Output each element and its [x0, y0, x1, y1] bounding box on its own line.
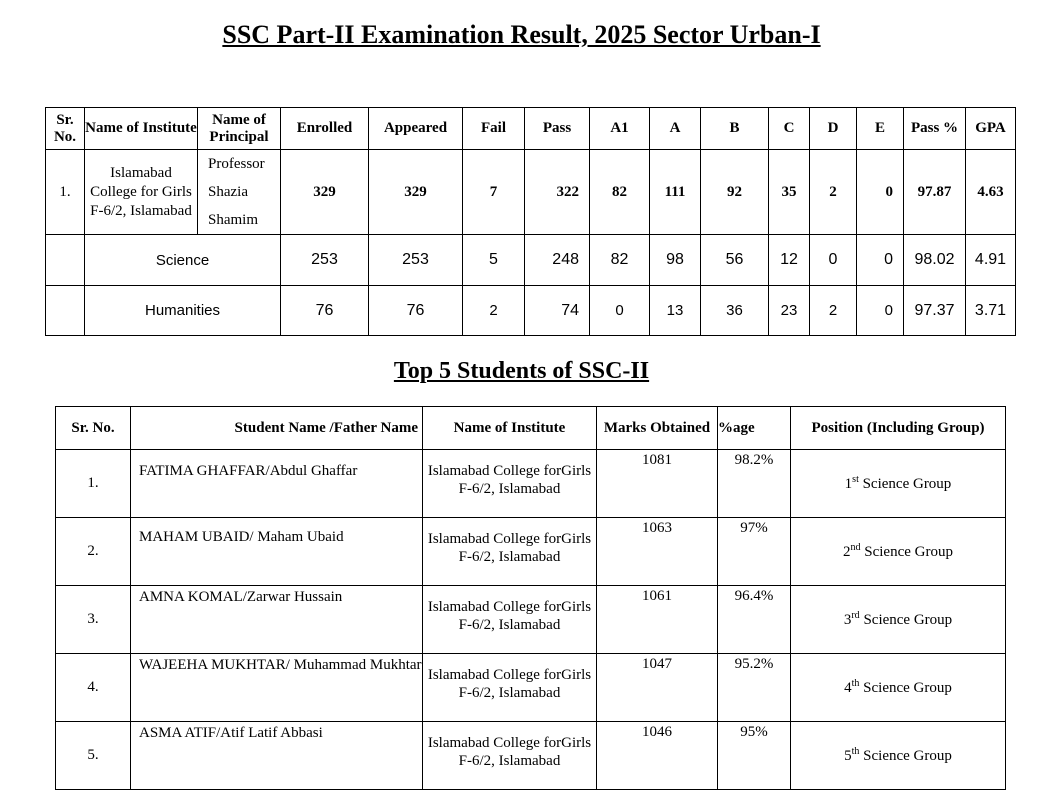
student-row: [56, 722, 1006, 790]
student-marks: 1081: [597, 450, 718, 518]
science-a: 98: [650, 235, 701, 286]
top-students-table: [55, 406, 1006, 790]
student-position: [791, 722, 1006, 790]
student-sr: 1.: [56, 450, 131, 518]
humanities-a1: 0: [590, 286, 650, 336]
science-b: 56: [701, 235, 769, 286]
student-sr: 3.: [56, 586, 131, 654]
student-row: [56, 654, 1006, 722]
position-group: Science Group: [860, 544, 953, 560]
student-institute: Islamabad College forGirls F-6/2, Islamabad: [423, 450, 597, 518]
top-students-title: Top 5 Students of SSC-II: [393, 358, 650, 384]
student-position: [791, 654, 1006, 722]
result-header-row: [46, 108, 1016, 150]
student-pct: 97%: [718, 518, 791, 586]
position-group: Science Group: [859, 680, 952, 696]
student-position: [791, 518, 1006, 586]
main-principal: Professor Shazia Shamim: [198, 150, 281, 235]
header-institute: Name of Institute: [85, 108, 198, 150]
humanities-row: [46, 286, 1016, 336]
position-group: Science Group: [858, 476, 952, 492]
header-b: B: [701, 108, 769, 150]
humanities-b: 36: [701, 286, 769, 336]
student-name: MAHAM UBAID/ Maham Ubaid: [131, 518, 423, 586]
student-name: ASMA ATIF/Atif Latif Abbasi: [131, 722, 423, 790]
student-row: [56, 586, 1006, 654]
student-position: [791, 586, 1006, 654]
top-header-sr: Sr. No.: [56, 407, 131, 450]
position-suffix: rd: [851, 610, 860, 621]
humanities-c: 23: [769, 286, 810, 336]
top-header-position: Position (Including Group): [791, 407, 1006, 450]
position-suffix: nd: [850, 542, 861, 553]
main-c: 35: [769, 150, 810, 235]
main-result-row: [46, 150, 1016, 235]
humanities-d: 2: [810, 286, 857, 336]
humanities-enrolled: 76: [281, 286, 369, 336]
science-fail: 5: [463, 235, 525, 286]
science-d: 0: [810, 235, 857, 286]
header-a: A: [650, 108, 701, 150]
student-sr: 4.: [56, 654, 131, 722]
position-number: 2: [843, 544, 851, 560]
position-group: Science Group: [859, 748, 952, 764]
header-principal: Name of Principal: [198, 108, 281, 150]
science-row: [46, 235, 1016, 286]
main-enrolled: 329: [281, 150, 369, 235]
position-number: 4: [844, 680, 852, 696]
science-label: Science: [85, 235, 281, 286]
student-sr: 5.: [56, 722, 131, 790]
main-gpa: 4.63: [966, 150, 1016, 235]
humanities-e: 0: [857, 286, 904, 336]
position-number: 5: [844, 748, 852, 764]
position-suffix: st: [852, 474, 859, 485]
header-a1: A1: [590, 108, 650, 150]
student-institute: Islamabad College forGirls F-6/2, Islamabad: [423, 654, 597, 722]
science-a1: 82: [590, 235, 650, 286]
header-gpa: GPA: [966, 108, 1016, 150]
header-pass: Pass: [525, 108, 590, 150]
main-appeared: 329: [369, 150, 463, 235]
science-pass-pct: 98.02: [904, 235, 966, 286]
science-gpa: 4.91: [966, 235, 1016, 286]
page-title: SSC Part-II Examination Result, 2025 Sector Urban-I: [222, 20, 821, 49]
student-institute: Islamabad College forGirls F-6/2, Islamabad: [423, 518, 597, 586]
top-header-pct: %age: [718, 407, 791, 450]
student-pct: 96.4%: [718, 586, 791, 654]
student-row: [56, 518, 1006, 586]
header-c: C: [769, 108, 810, 150]
student-position: [791, 450, 1006, 518]
humanities-pass: 74: [525, 286, 590, 336]
position-number: 1: [844, 476, 853, 492]
result-table: [45, 107, 1016, 336]
position-group: Science Group: [859, 612, 953, 628]
main-d: 2: [810, 150, 857, 235]
humanities-sr: [46, 286, 85, 336]
student-institute: Islamabad College forGirls F-6/2, Islamabad: [423, 586, 597, 654]
student-marks: 1061: [597, 586, 718, 654]
top-header-name: Student Name /Father Name: [131, 407, 423, 450]
humanities-label: Humanities: [85, 286, 281, 336]
humanities-fail: 2: [463, 286, 525, 336]
top-header-row: [56, 407, 1006, 450]
position-number: 3: [843, 612, 852, 628]
student-name: AMNA KOMAL/Zarwar Hussain: [131, 586, 423, 654]
student-row: [56, 450, 1006, 518]
main-pass-pct: 97.87: [904, 150, 966, 235]
main-fail: 7: [463, 150, 525, 235]
science-appeared: 253: [369, 235, 463, 286]
header-fail: Fail: [463, 108, 525, 150]
science-c: 12: [769, 235, 810, 286]
header-appeared: Appeared: [369, 108, 463, 150]
header-d: D: [810, 108, 857, 150]
header-e: E: [857, 108, 904, 150]
student-marks: 1063: [597, 518, 718, 586]
student-marks: 1047: [597, 654, 718, 722]
humanities-a: 13: [650, 286, 701, 336]
student-pct: 95.2%: [718, 654, 791, 722]
main-sr: 1.: [46, 150, 85, 235]
student-name: WAJEEHA MUKHTAR/ Muhammad Mukhtar: [131, 654, 423, 722]
main-pass: 322: [525, 150, 590, 235]
header-sr: Sr. No.: [46, 108, 85, 150]
position-suffix: th: [851, 746, 860, 757]
science-sr: [46, 235, 85, 286]
science-e: 0: [857, 235, 904, 286]
main-b: 92: [701, 150, 769, 235]
science-pass: 248: [525, 235, 590, 286]
student-name: FATIMA GHAFFAR/Abdul Ghaffar: [131, 450, 423, 518]
main-institute: Islamabad College for Girls F-6/2, Islamabad: [85, 150, 198, 235]
science-enrolled: 253: [281, 235, 369, 286]
student-pct: 98.2%: [718, 450, 791, 518]
student-institute: Islamabad College forGirls F-6/2, Islamabad: [423, 722, 597, 790]
main-a1: 82: [590, 150, 650, 235]
header-enrolled: Enrolled: [281, 108, 369, 150]
student-sr: 2.: [56, 518, 131, 586]
main-e: 0: [857, 150, 904, 235]
main-a: 111: [650, 150, 701, 235]
humanities-appeared: 76: [369, 286, 463, 336]
position-suffix: th: [851, 678, 860, 689]
humanities-pass-pct: 97.37: [904, 286, 966, 336]
student-pct: 95%: [718, 722, 791, 790]
top-header-marks: Marks Obtained: [597, 407, 718, 450]
student-marks: 1046: [597, 722, 718, 790]
humanities-gpa: 3.71: [966, 286, 1016, 336]
header-pass-pct: Pass %: [904, 108, 966, 150]
top-header-institute: Name of Institute: [423, 407, 597, 450]
